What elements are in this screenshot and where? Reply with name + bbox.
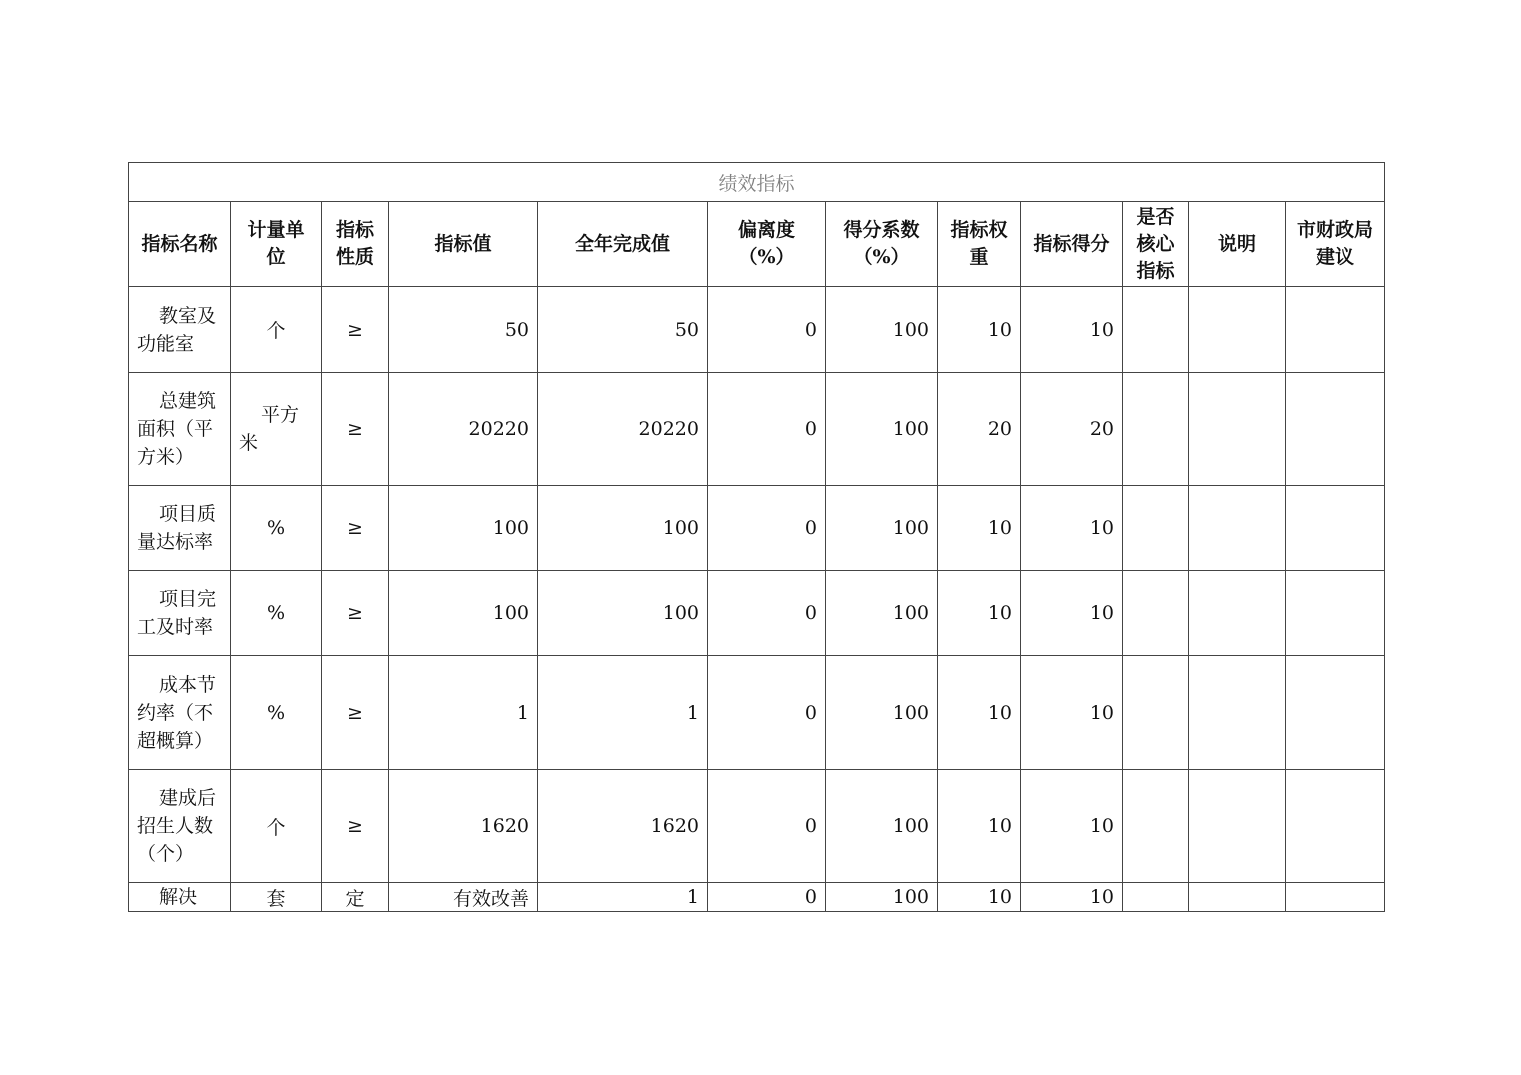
actual-value-cell: 100 — [538, 571, 708, 656]
actual-value-cell: 1 — [538, 656, 708, 770]
deviation-cell: 0 — [708, 770, 826, 883]
performance-indicator-table — [128, 162, 1385, 912]
unit-cell: 个 — [231, 770, 322, 883]
indicator-name: 项目完工及时率 — [129, 571, 231, 656]
header-row — [129, 202, 1385, 287]
header-cell: 指标得分 — [1021, 202, 1123, 287]
deviation-cell: 0 — [708, 486, 826, 571]
table-row — [129, 373, 1385, 486]
coefficient-cell: 100 — [826, 770, 938, 883]
weight-cell: 20 — [938, 373, 1021, 486]
indicator-name: 项目质量达标率 — [129, 486, 231, 571]
header-cell: 指标名称 — [129, 202, 231, 287]
note-cell — [1189, 486, 1286, 571]
weight-cell: 10 — [938, 571, 1021, 656]
coefficient-cell: 100 — [826, 287, 938, 373]
actual-value-cell: 20220 — [538, 373, 708, 486]
header-cell: 全年完成值 — [538, 202, 708, 287]
score-cell: 10 — [1021, 571, 1123, 656]
core-indicator-cell — [1123, 656, 1189, 770]
coefficient-cell: 100 — [826, 373, 938, 486]
score-cell: 10 — [1021, 287, 1123, 373]
unit-cell: % — [231, 656, 322, 770]
actual-value-cell: 50 — [538, 287, 708, 373]
coefficient-cell: 100 — [826, 656, 938, 770]
score-cell: 10 — [1021, 486, 1123, 571]
score-cell: 10 — [1021, 883, 1123, 912]
unit-cell: % — [231, 571, 322, 656]
note-cell — [1189, 571, 1286, 656]
note-cell — [1189, 373, 1286, 486]
advice-cell — [1286, 486, 1385, 571]
header-cell: 偏离度（%） — [708, 202, 826, 287]
actual-value-cell: 100 — [538, 486, 708, 571]
unit-cell: 个 — [231, 287, 322, 373]
header-cell: 指标权重 — [938, 202, 1021, 287]
table-row — [129, 770, 1385, 883]
target-value-cell: 50 — [389, 287, 538, 373]
core-indicator-cell — [1123, 571, 1189, 656]
target-value-cell: 1620 — [389, 770, 538, 883]
advice-cell — [1286, 770, 1385, 883]
header-cell: 说明 — [1189, 202, 1286, 287]
indicator-name: 解决 — [129, 883, 231, 912]
coefficient-cell: 100 — [826, 486, 938, 571]
table-row — [129, 571, 1385, 656]
deviation-cell: 0 — [708, 373, 826, 486]
property-cell: ≥ — [322, 571, 389, 656]
property-cell: ≥ — [322, 770, 389, 883]
target-value-cell: 100 — [389, 571, 538, 656]
core-indicator-cell — [1123, 486, 1189, 571]
actual-value-cell: 1 — [538, 883, 708, 912]
weight-cell: 10 — [938, 883, 1021, 912]
table-row — [129, 883, 1385, 912]
advice-cell — [1286, 656, 1385, 770]
deviation-cell: 0 — [708, 287, 826, 373]
header-cell: 指标值 — [389, 202, 538, 287]
score-cell: 10 — [1021, 656, 1123, 770]
indicator-name: 成本节约率（不超概算） — [129, 656, 231, 770]
header-cell: 是否核心指标 — [1123, 202, 1189, 287]
note-cell — [1189, 656, 1286, 770]
actual-value-cell: 1620 — [538, 770, 708, 883]
target-value-cell: 20220 — [389, 373, 538, 486]
property-cell: ≥ — [322, 287, 389, 373]
unit-cell: 平方米 — [231, 373, 322, 486]
advice-cell — [1286, 571, 1385, 656]
table-title: 绩效指标 — [129, 163, 1385, 202]
note-cell — [1189, 287, 1286, 373]
note-cell — [1189, 883, 1286, 912]
weight-cell: 10 — [938, 486, 1021, 571]
unit-cell: % — [231, 486, 322, 571]
target-value-cell: 1 — [389, 656, 538, 770]
table-row — [129, 287, 1385, 373]
core-indicator-cell — [1123, 770, 1189, 883]
deviation-cell: 0 — [708, 883, 826, 912]
property-cell: ≥ — [322, 656, 389, 770]
property-cell: ≥ — [322, 373, 389, 486]
deviation-cell: 0 — [708, 571, 826, 656]
table-row — [129, 486, 1385, 571]
target-value-cell: 100 — [389, 486, 538, 571]
header-cell: 计量单位 — [231, 202, 322, 287]
property-cell: 定 — [322, 883, 389, 912]
advice-cell — [1286, 287, 1385, 373]
header-cell: 指标性质 — [322, 202, 389, 287]
coefficient-cell: 100 — [826, 571, 938, 656]
weight-cell: 10 — [938, 656, 1021, 770]
table-row — [129, 656, 1385, 770]
note-cell — [1189, 770, 1286, 883]
deviation-cell: 0 — [708, 656, 826, 770]
indicator-name: 建成后招生人数（个） — [129, 770, 231, 883]
indicator-name: 教室及功能室 — [129, 287, 231, 373]
weight-cell: 10 — [938, 287, 1021, 373]
header-cell: 市财政局建议 — [1286, 202, 1385, 287]
core-indicator-cell — [1123, 287, 1189, 373]
property-cell: ≥ — [322, 486, 389, 571]
header-cell: 得分系数（%） — [826, 202, 938, 287]
coefficient-cell: 100 — [826, 883, 938, 912]
target-value-cell: 有效改善 — [389, 883, 538, 912]
indicator-name: 总建筑面积（平方米） — [129, 373, 231, 486]
advice-cell — [1286, 373, 1385, 486]
core-indicator-cell — [1123, 373, 1189, 486]
score-cell: 20 — [1021, 373, 1123, 486]
advice-cell — [1286, 883, 1385, 912]
unit-cell: 套 — [231, 883, 322, 912]
score-cell: 10 — [1021, 770, 1123, 883]
core-indicator-cell — [1123, 883, 1189, 912]
weight-cell: 10 — [938, 770, 1021, 883]
